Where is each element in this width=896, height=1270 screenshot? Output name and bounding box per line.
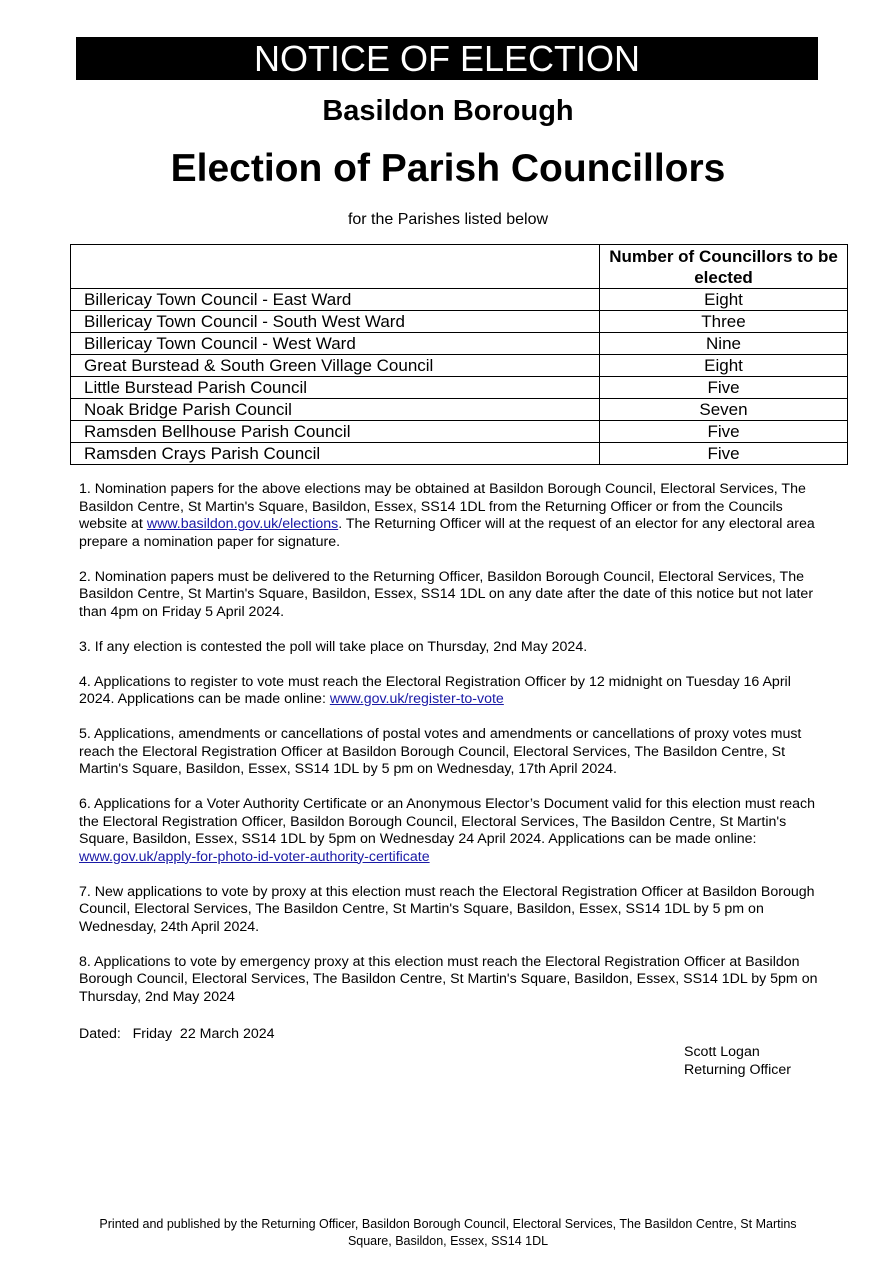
note-3: 3. If any election is contested the poll will take place on Thursday, 2nd May 2024.: [79, 638, 588, 655]
header-parish: [71, 245, 600, 289]
register-to-vote-link[interactable]: www.gov.uk/register-to-vote: [329, 691, 504, 707]
note-4: [79, 674, 824, 709]
notice-banner: NOTICE OF ELECTION: [76, 37, 818, 80]
voter-authority-link[interactable]: www.gov.uk/apply-for-photo-id-voter-authority-certificate: [79, 848, 430, 865]
table-row: [71, 289, 848, 311]
notice-notes: [79, 481, 824, 1024]
imprint-footer: Printed and published by the Returning Officer, Basildon Borough Council, Electoral Services, The Basildon Centre, St Martins Square, Basildon, Essex, SS14 1DL: [99, 1217, 797, 1248]
parish-name: Billericay Town Council - East Ward: [71, 289, 600, 311]
councillor-count: Three: [600, 311, 848, 333]
councillor-count: Nine: [600, 333, 848, 355]
table-row: [71, 333, 848, 355]
note-7: 7. New applications to vote by proxy at this election must reach the Electoral Registration Officer at Basildon Borough Council, Electoral Services, The Basildon Centre, St Martin's Square, Basildon, Essex, SS14 1DL by 5 pm on Wednesday, 24th April 2024.: [79, 883, 815, 935]
table-header-row: [71, 245, 848, 289]
signature-block: [684, 1043, 791, 1079]
signatory-name: Scott Logan: [684, 1044, 760, 1060]
note-1-text: 1. Nomination papers for the above elections may be obtained at Basildon Borough Council, Electoral Services, The Basildon Centre, St Martin's Square, Basildon, Essex, SS14 1DL from the Returning Officer or from the Councils website at: [79, 481, 806, 532]
note-1: [79, 481, 824, 551]
table-row: [71, 421, 848, 443]
table-row: [71, 355, 848, 377]
table-row: [71, 443, 848, 465]
subtitle: for the Parishes listed below: [347, 211, 549, 228]
parish-name: Great Burstead & South Green Village Council: [71, 355, 600, 377]
table-row: [71, 311, 848, 333]
note-2: 2. Nomination papers must be delivered to the Returning Officer, Basildon Borough Council, Electoral Services, The Basildon Centre, St Martin's Square, Basildon, Essex, SS14 1DL on any date after the date of this notice but not later than 4pm on Friday 5 April 2024.: [79, 568, 814, 620]
note-5: 5. Applications, amendments or cancellations of postal votes and amendments or cancellations of proxy votes must reach the Electoral Registration Officer at Basildon Borough Council, Electoral Services, The Basildon Centre, St Martin's Square, Basildon, Essex, SS14 1DL by 5 pm on Wednesday, 17th April 2024.: [79, 726, 802, 777]
note-6-text: 6. Applications for a Voter Authority Certificate or an Anonymous Elector’s Document valid for this election must reach the Electoral Registration Officer, Basildon Borough Council, Electoral Services, The Basildon Centre, St Martin's Square, Basildon, Essex, SS14 1DL by 5pm on Wednesday 24 April 2024. Applications can be made online:: [79, 796, 816, 847]
header-councillors: Number of Councillors to be elected: [600, 245, 848, 289]
signatory-role: Returning Officer: [684, 1062, 791, 1078]
parishes-table: [70, 244, 848, 465]
table-row: [71, 377, 848, 399]
councillor-count: Eight: [600, 355, 848, 377]
councillor-count: Five: [600, 443, 848, 465]
parish-name: Billericay Town Council - South West Ward: [71, 311, 600, 333]
councillor-count: Five: [600, 377, 848, 399]
note-8: 8. Applications to vote by emergency proxy at this election must reach the Electoral Registration Officer at Basildon Borough Council, Electoral Services, The Basildon Centre, St Martin's Square, Basildon, Essex, SS14 1DL by 5pm on Thursday, 2nd May 2024: [79, 953, 818, 1005]
note-6: [79, 796, 824, 866]
table-row: [71, 399, 848, 421]
note-1-text-end: . The Returning Officer will at the request of an elector for any electoral area prepare a nomination paper for signature.: [79, 516, 815, 550]
page-title: Election of Parish Councillors: [170, 147, 726, 190]
parish-name: Ramsden Bellhouse Parish Council: [71, 421, 600, 443]
dated-line: Dated: Friday 22 March 2024: [79, 1026, 275, 1042]
note-4-text: 4. Applications to register to vote must reach the Electoral Registration Officer by 12 midnight on Tuesday 16 April 2024. Applications can be made online:: [79, 673, 791, 707]
parish-name: Billericay Town Council - West Ward: [71, 333, 600, 355]
parish-name: Little Burstead Parish Council: [71, 377, 600, 399]
borough-heading: Basildon Borough: [322, 95, 574, 127]
parish-name: Noak Bridge Parish Council: [71, 399, 600, 421]
councillor-count: Eight: [600, 289, 848, 311]
councillor-count: Seven: [600, 399, 848, 421]
elections-link[interactable]: www.basildon.gov.uk/elections: [146, 516, 339, 532]
parish-name: Ramsden Crays Parish Council: [71, 443, 600, 465]
councillor-count: Five: [600, 421, 848, 443]
